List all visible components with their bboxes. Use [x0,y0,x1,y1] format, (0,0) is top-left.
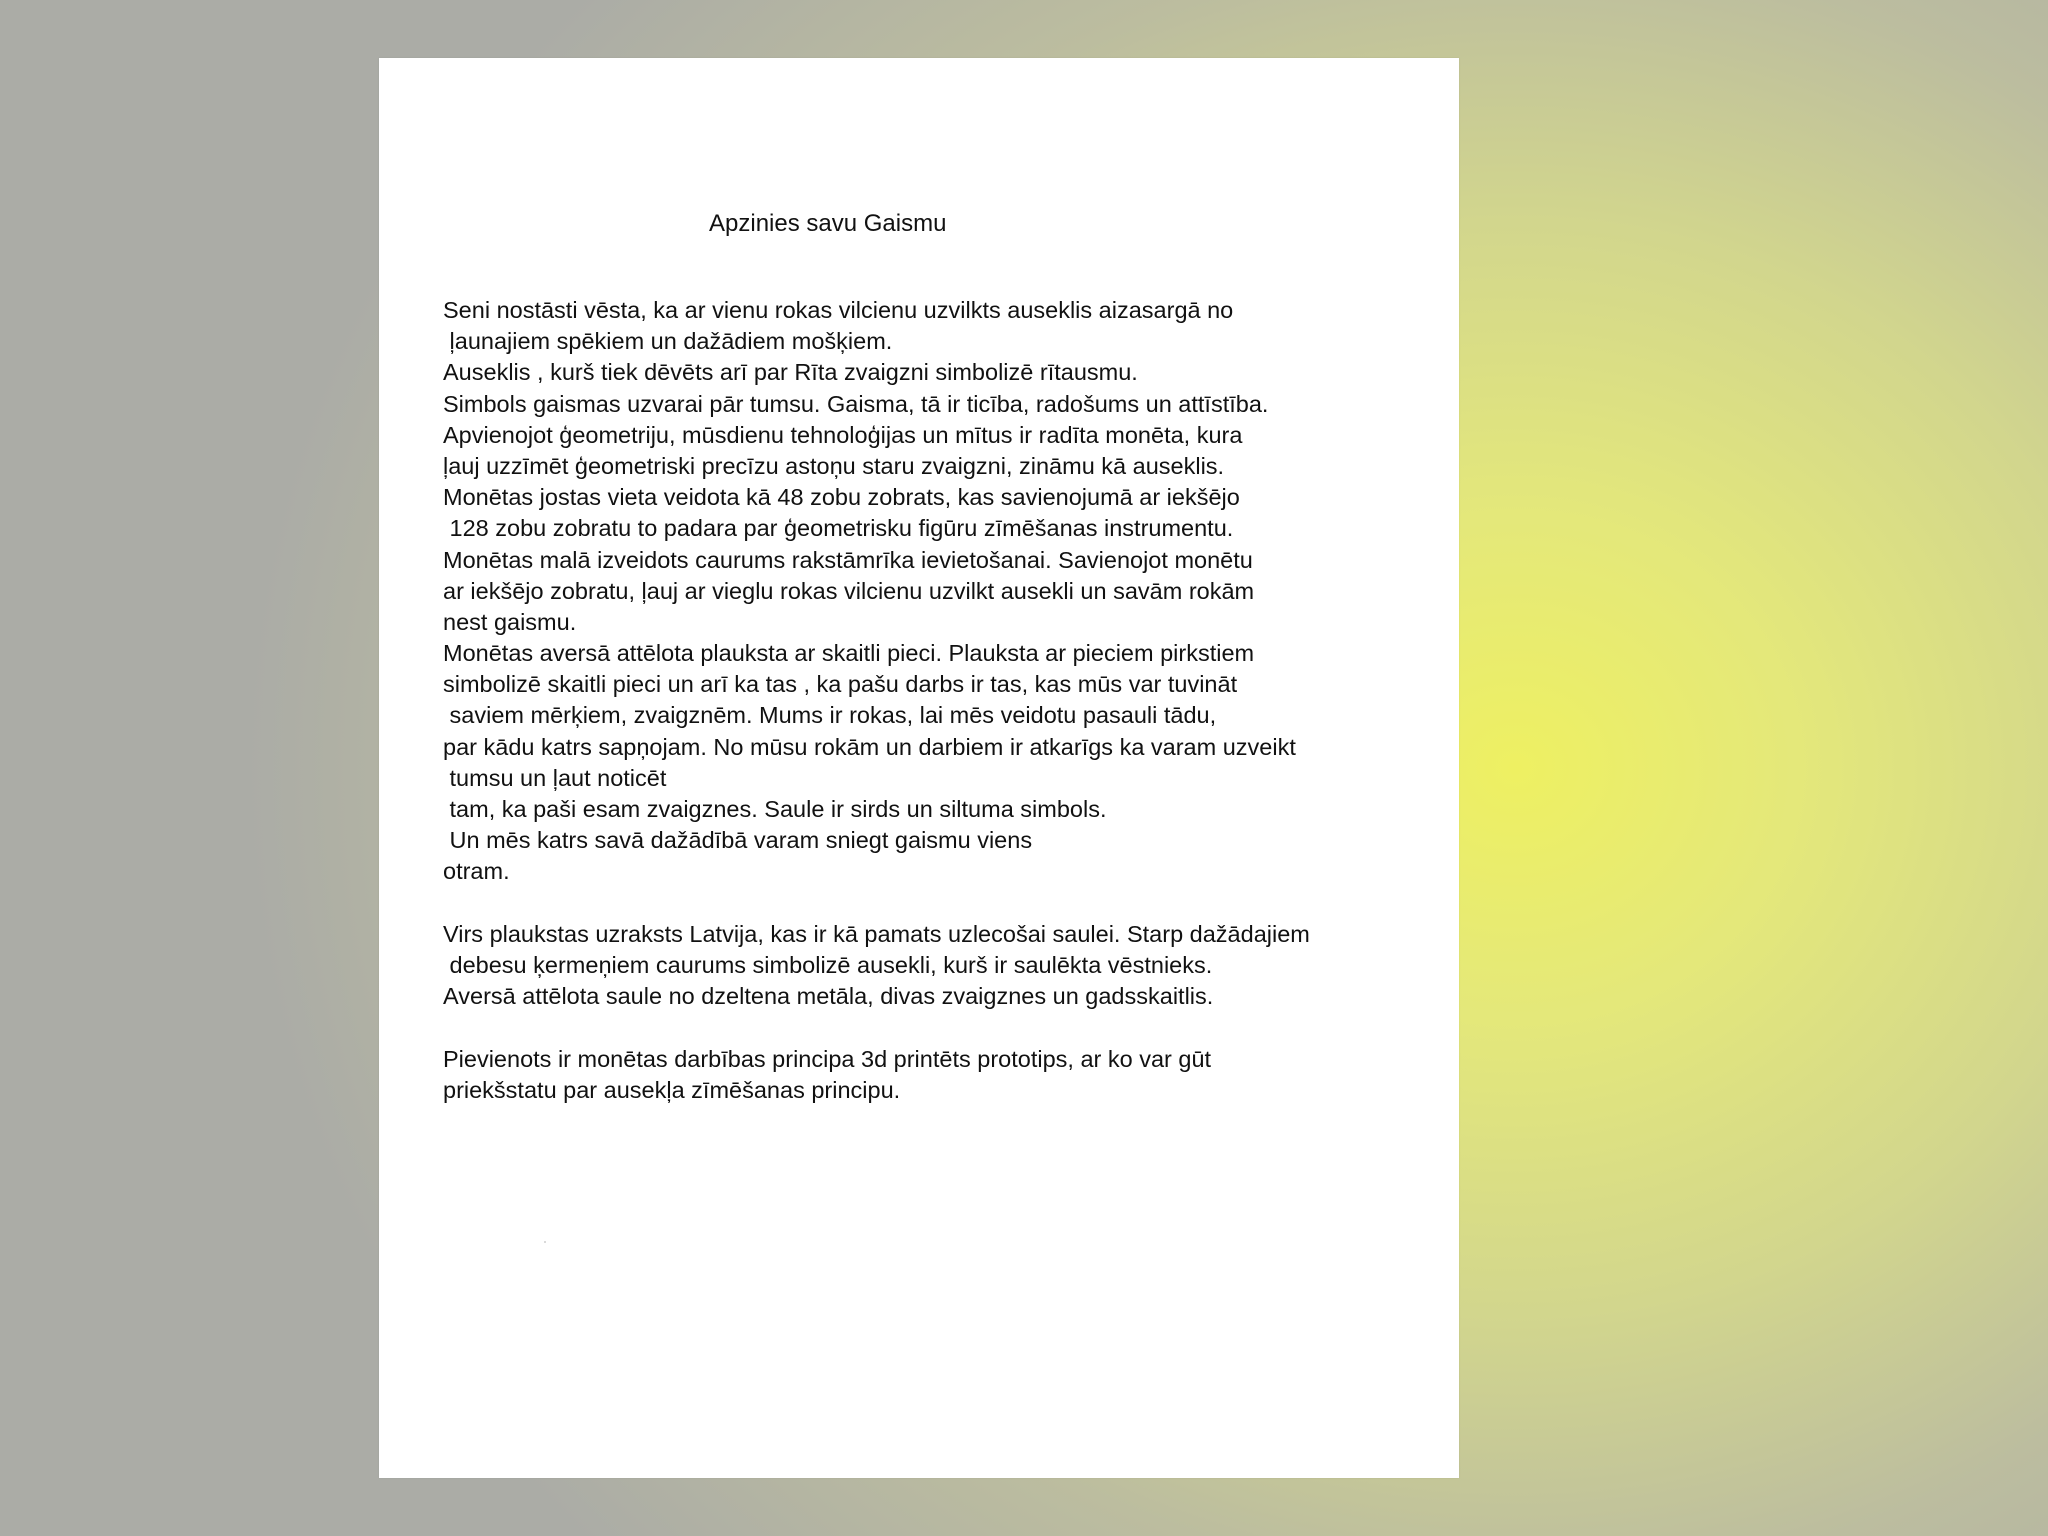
text-line: priekšstatu par ausekļa zīmēšanas principu. [443,1076,901,1103]
text-line: saviem mērķiem, zvaigznēm. Mums ir rokas, lai mēs veidotu pasauli tādu, [443,702,1217,729]
paragraph-2 [443,919,1443,1013]
text-line: Un mēs katrs savā dažādībā varam sniegt gaismu viens [443,827,1033,854]
text-line: ļauj uzzīmēt ģeometriski precīzu astoņu staru zvaigzni, zināmu kā auseklis. [443,452,1225,479]
document-title: Apzinies savu Gaismu [709,210,947,237]
text-line: Monētas jostas vieta veidota kā 48 zobu zobrats, kas savienojumā ar iekšējo [443,484,1240,511]
text-line: 128 zobu zobratu to padara par ģeometrisku figūru zīmēšanas instrumentu. [443,515,1234,542]
document-page [379,58,1459,1478]
text-line: par kādu katrs sapņojam. No mūsu rokām un darbiem ir atkarīgs ka varam uzveikt [443,733,1296,760]
scan-speck [544,1241,546,1243]
text-line: Auseklis , kurš tiek dēvēts arī par Rīta zvaigzni simbolizē rītausmu. [443,359,1138,386]
text-line: simbolizē skaitli pieci un arī ka tas , ka pašu darbs ir tas, kas mūs var tuvināt [443,671,1238,698]
paragraph-spacer [443,888,1443,919]
text-line: ļaunajiem spēkiem un dažādiem mošķiem. [443,328,893,355]
text-line: Aversā attēlota saule no dzeltena metāla, divas zvaigznes un gadsskaitlis. [443,983,1214,1010]
document-body [443,295,1443,1106]
text-line: Monētas malā izveidots caurums rakstāmrīka ievietošanai. Savienojot monētu [443,546,1253,573]
text-line: Simbols gaismas uzvarai pār tumsu. Gaisma, tā ir ticība, radošums un attīstība. [443,390,1269,417]
text-line: Monētas aversā attēlota plauksta ar skaitli pieci. Plauksta ar pieciem pirkstiem [443,640,1255,667]
paragraph-3 [443,1044,1443,1106]
text-line: Virs plaukstas uzraksts Latvija, kas ir kā pamats uzlecošai saulei. Starp dažādajiem [443,920,1310,947]
text-line: otram. [443,858,510,885]
text-line: nest gaismu. [443,608,577,635]
text-line: Pievienots ir monētas darbības principa 3d printēts prototips, ar ko var gūt [443,1045,1212,1072]
text-line: ar iekšējo zobratu, ļauj ar vieglu rokas vilcienu uzvilkt ausekli un savām rokām [443,577,1255,604]
paragraph-spacer [443,1012,1443,1043]
paragraph-1 [443,295,1443,888]
text-line: Seni nostāsti vēsta, ka ar vienu rokas vilcienu uzvilkts auseklis aizasargā no [443,297,1234,323]
text-line: tumsu un ļaut noticēt [443,764,667,791]
text-line: debesu ķermeņiem caurums simbolizē ausekli, kurš ir saulēkta vēstnieks. [443,951,1213,978]
text-line: tam, ka paši esam zvaigznes. Saule ir sirds un siltuma simbols. [443,796,1107,822]
text-line: Apvienojot ģeometriju, mūsdienu tehnoloģijas un mītus ir radīta monēta, kura [443,421,1243,448]
